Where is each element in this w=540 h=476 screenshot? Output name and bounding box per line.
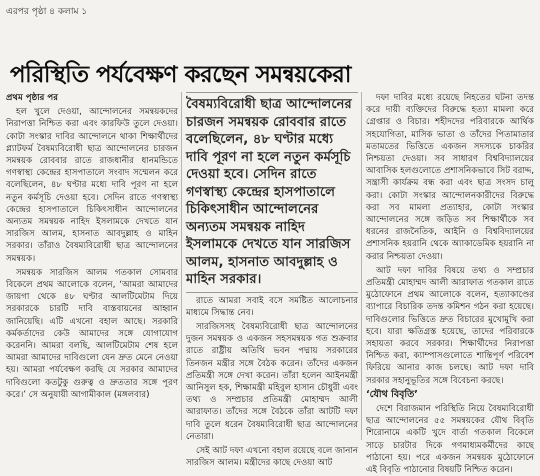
continued-label: প্রথম পৃষ্ঠার পর xyxy=(6,93,58,103)
pull-quote: বৈষম্যবিরোধী ছাত্র আন্দোলনের চারজন সমন্বয়ক রোববার রাতে বলেছিলেন, ৪৮ ঘণ্টার মধ্যে দাবি পূরণ না হলে নতুন কর্মসূচি দেওয়া হবে। সেদিন রাতে গণস্বাস্থ্য কেন্দ্রের হাসপাতালে চিকিৎসাধীন আন্দোলনের অন্যতম সমন্বয়ক নাহিদ ইসলামকে দেখতে যান সারজিস আলম, হাসনাত আবদুল্লাহ ও মাহিন সরকার। xyxy=(186,92,358,293)
column-rule xyxy=(181,92,182,440)
paragraph: দফা দাবির মধ্যে রয়েছে নিহতের ঘটনা তদন্ত করে দায়ী ব্যক্তিদের বিরুদ্ধে হত্যা মামলা করে গ্রেপ্তার ও বিচার। শহীদদের পরিবারকে আর্থিক সহযোগিতা, মাসিক ভাতা ও তাঁদের পিতামাতার মতামতের ভিত্তিতে একজন সদস্যকে চাকরির নিশ্চয়তা দেওয়া। সব সাধারণ বিশ্ববিদ্যালয়ের আবাসিক হলগুলোতে প্রশাসনিকভাবে সিট বরাদ্দ, সন্ত্রাসী কার্যক্রম বন্ধ করা এবং ছাত্র সংসদ চালু করা। কোটা সংস্কার আন্দোলনকারীদের বিরুদ্ধে করা সব মামলা প্রত্যাহার, কোটা সংস্কার আন্দোলনের সঙ্গে জড়িত সব শিক্ষার্থীকে সব ধরনের রাজনৈতিক, আইনি ও বিশ্ববিদ্যালয়ের প্রশাসনিক হয়রানি থেকে অ্যাকাডেমিক হয়রানি না করার নিশ্চয়তা দেওয়া। xyxy=(366,93,534,262)
paragraph: সারজিসসহ বৈষম্যবিরোধী ছাত্র আন্দোলনের দুজন সমন্বয়ক ও একজন সহসমন্বয়ক গত শুক্রবার রাতে রাষ্ট্রীয় অতিথি ভবন পদ্মায় সরকারের তিনজন মন্ত্রীর সঙ্গে বৈঠক করেন। তাঁদের একজন প্রতিমন্ত্রী সঙ্গে দেখা করেন। তাঁরা হলেন আইনমন্ত্রী আনিসুল হক, শিক্ষামন্ত্রী মহিবুল হাসান চৌধুরী এবং তথ্য ও সম্প্রচার প্রতিমন্ত্রী মোহাম্মদ আলী আরাফাত। তাঁদের সঙ্গে বৈঠকে তাঁরা আটটি দফা দাবি তুলে ধরেন বৈষম্যবিরোধী ছাত্র আন্দোলনের নেতারা। xyxy=(186,321,358,442)
paragraph: হল খুলে দেওয়া, আন্দোলনের সমন্বয়কদের নিরাপত্তা নিশ্চিত করা এবং কারফিউ তুলে দেওয়া। কোটা সংস্কার দাবির আন্দোলনে থাকা শিক্ষার্থীদের প্ল্যাটফর্ম বৈষম্যবিরোধী ছাত্র আন্দোলনের চারজন সমন্বয়ক রোববার রাতে রাজধানীর ধানমন্ডিতে গণস্বাস্থ্য কেন্দ্রের হাসপাতালে সংবাদ সম্মেলন করে বলেছিলেন, ৪৮ ঘণ্টার মধ্যে দাবি পূরণ না হলে নতুন কর্মসূচি দেওয়া হবে। সেদিন রাতে গণস্বাস্থ্য কেন্দ্রের হাসপাতালে চিকিৎসাধীন আন্দোলনের অন্যতম সমন্বয়ক নাহিদ ইসলামকে দেখতে যান সারজিস আলম, হাসনাত আবদুল্লাহ ও মাহিন সরকার। তাঁরাও বৈষম্যবিরোধী ছাত্র আন্দোলনের সমন্বয়ক। xyxy=(6,107,178,264)
paragraph: দেশে বিরাজমান পরিস্থিতি নিয়ে বৈষম্যবিরোধী ছাত্র আন্দোলনের ৫৫ সমন্বয়কের যৌথ বিবৃতি শিরোনামে একটি খুদে বার্তা গতকাল বিকেলে সাড়ে চারটার দিকে গণমাধ্যমকর্মীদের কাছে পাঠানো হয়। পরে একজন সমন্বয়ক মুঠোফোনে এই বিবৃতি পাঠানোর বিষয়টি নিশ্চিত করেন। xyxy=(366,404,534,476)
paragraph: রাতে আমরা সবাই বসে সমষ্টিত আলোচনার মাধ্যমে সিদ্ধান্ত নেব। xyxy=(186,295,358,318)
article-column-2 xyxy=(186,92,358,469)
paragraph: আট দফা দাবির বিষয়ে তথ্য ও সম্প্রচার প্রতিমন্ত্রী মোহাম্মদ আলী আরাফাত গতকাল রাতে মুঠোফোনে প্রথম আলোকে বলেন, হত্যাকাণ্ডের ব্যাপারে বিচারিক তদন্ত কমিশন গঠন করা হয়েছে। দাবিগুলোর ভিত্তিতে দ্রুত বিচারের মুখোমুখি করা হবে। যারা ক্ষতিগ্রস্ত হয়েছে, তাদের পরিবারকে সহায়তা করবে সরকার। শিক্ষার্থীদের নিরাপত্তা নিশ্চিত করা, ক্যাম্পাসগুলোতে শান্তিপূর্ণ পরিবেশ ফিরিয়ে আনার কাজ চলছে। আট দফা দাবি সরকার সহানুভূতির সঙ্গে বিবেচনা করছে। xyxy=(366,265,534,386)
subheading: ‘যৌথ বিবৃতি’ xyxy=(366,388,418,400)
page-continuation-note: এরপর পৃষ্ঠা ৪ কলাম ১ xyxy=(6,7,88,17)
column-rule xyxy=(361,92,362,440)
article-column-1 xyxy=(6,92,178,440)
article-column-3 xyxy=(366,92,534,476)
paragraph: সমন্বয়ক সারজিস আলম গতকাল সোমবার বিকেলে প্রথম আলোকে বলেন, ‘আমরা আমাদের জায়গা থেকে ৪৮ ঘণ্টার আলটিমেটাম দিয়ে সরকারকে চারটি দাবি বাস্তবায়নের আহ্বান জানিয়েছি। এটি এখনো বহাল আছে। সরকারি কর্মকর্তাদের কেউ আমাদের সঙ্গে যোগাযোগ করেননি। আমরা বলছি, আলটিমেটাম শেষ হলে আমরা আমাদের দাবিগুলো যেন দ্রুত মেনে নেওয়া হয়। আমরা পর্যবেক্ষণ করছি যে সরকার আমাদের দাবিগুলো কতটুকু গুরুত্ব ও দ্রুততার সঙ্গে পূরণ করে।’ সে অনুযায়ী আগামীকাল (মঙ্গলবার) xyxy=(6,267,178,400)
headline: পরিস্থিতি পর্যবেক্ষণ করছেন সমন্বয়কেরা xyxy=(10,62,351,89)
paragraph: সেই আট দফা এখনো বহাল রয়েছে বলে জানান সারজিস আলম। মন্ত্রীদের কাছে দেওয়া আট xyxy=(186,445,358,469)
